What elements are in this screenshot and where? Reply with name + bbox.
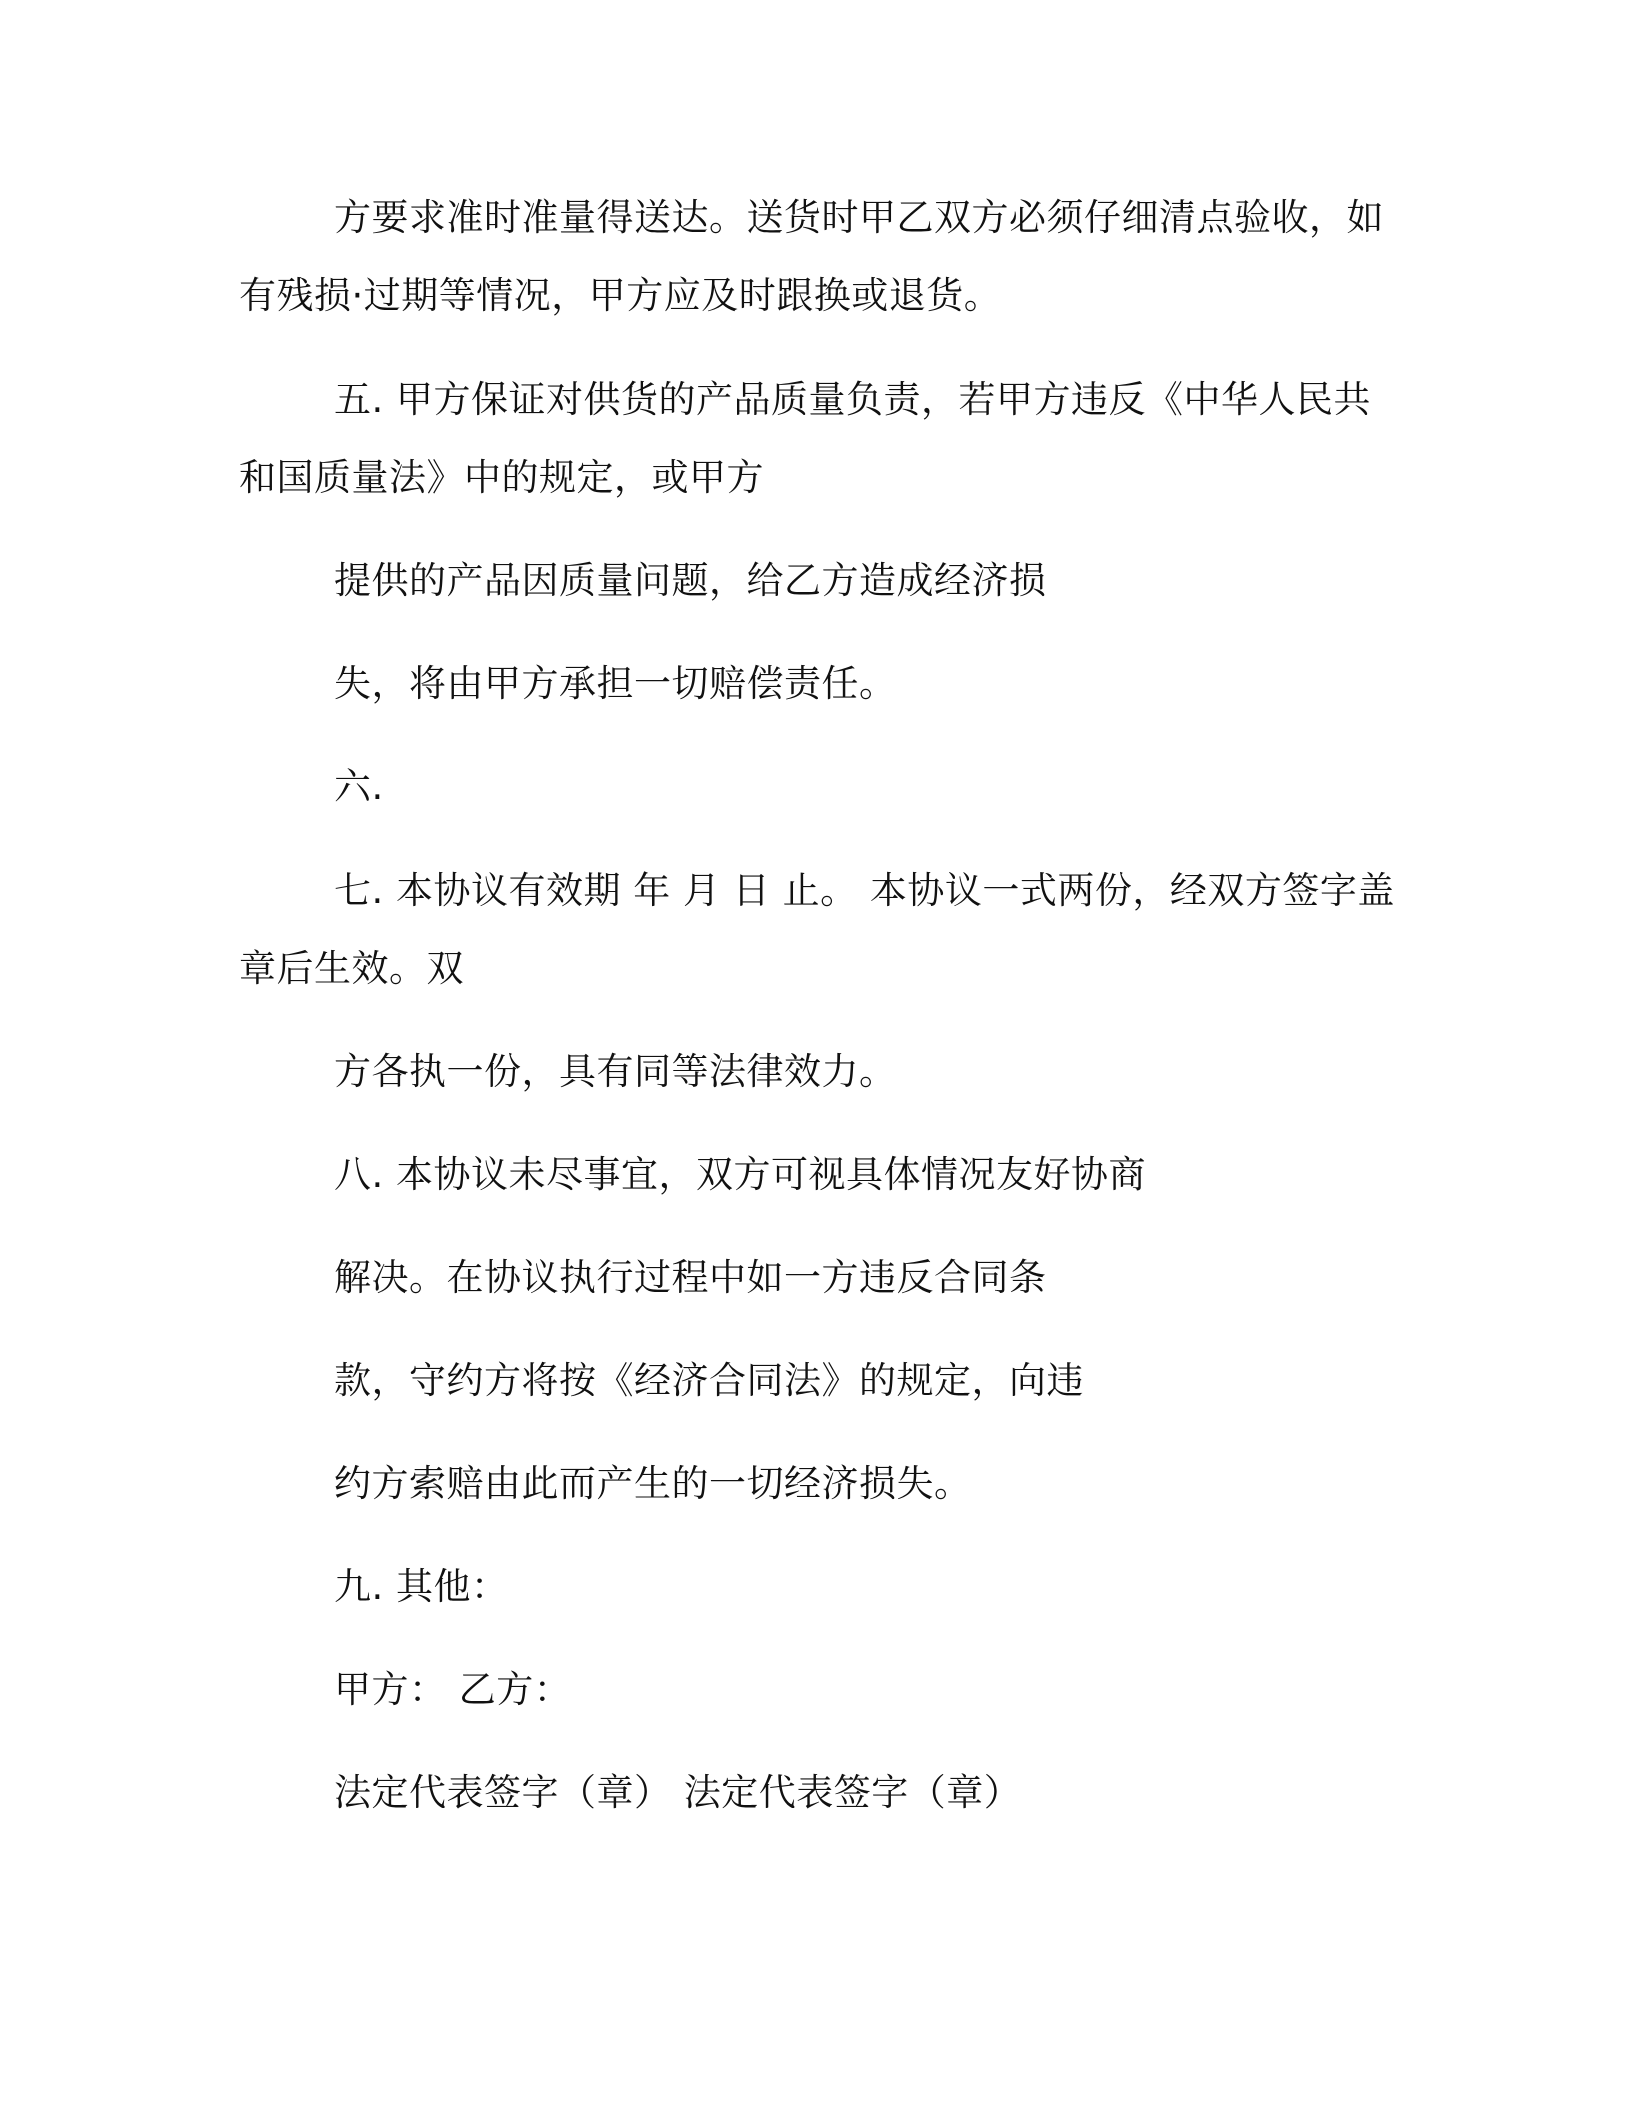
text-line: 甲方： 乙方： [334,1668,572,1711]
text-line: 失，将由甲方承担一切赔偿责任。 [334,662,897,705]
text-line: 六. [334,765,384,808]
text-line: 方要求准时准量得送达。送货时甲乙双方必须仔细清点验收，如 [334,196,1384,239]
text-line: 九. 其他： [334,1565,509,1608]
text-line: 约方索赔由此而产生的一切经济损失。 [334,1462,972,1505]
text-line: 款，守约方将按《经济合同法》的规定，向违 [334,1359,1084,1402]
text-line: 五. 甲方保证对供货的产品质量负责，若甲方违反《中华人民共 [334,378,1372,421]
text-line: 章后生效。双 [239,947,464,990]
text-line: 方各执一份，具有同等法律效力。 [334,1050,897,1093]
text-line: 和国质量法》中的规定，或甲方 [239,456,764,499]
text-line: 解决。在协议执行过程中如一方违反合同条 [334,1256,1047,1299]
text-line: 八. 本协议未尽事宜，双方可视具体情况友好协商 [334,1153,1147,1196]
text-line: 七. 本协议有效期 年 月 日 止。 本协议一式两份，经双方签字盖 [334,869,1395,912]
text-line: 提供的产品因质量问题，给乙方造成经济损 [334,559,1047,602]
text-line: 有残损·过期等情况，甲方应及时跟换或退货。 [239,274,1002,317]
text-line: 法定代表签字（章） 法定代表签字（章） [334,1771,1022,1814]
